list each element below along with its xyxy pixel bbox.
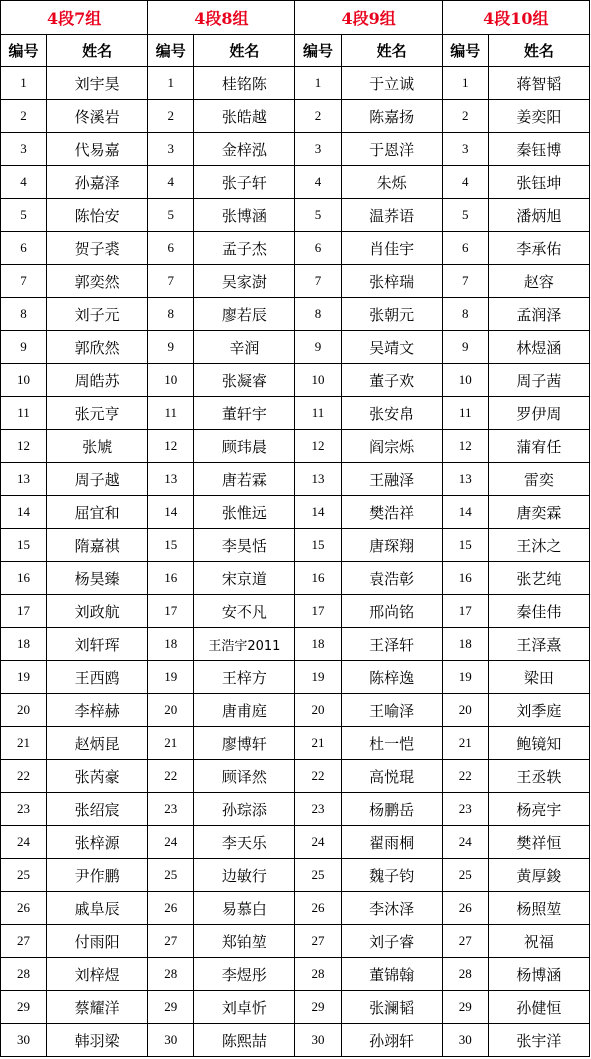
- table-row: [1, 298, 590, 331]
- row-number: 29: [148, 991, 194, 1024]
- table-row: [1, 793, 590, 826]
- student-name: 唐若霖: [194, 463, 295, 496]
- student-name: 杨照堃: [488, 892, 589, 925]
- row-number: 26: [295, 892, 341, 925]
- row-number: 6: [295, 232, 341, 265]
- table-row: [1, 100, 590, 133]
- row-number: 8: [1, 298, 47, 331]
- row-number: 29: [295, 991, 341, 1024]
- row-number: 9: [295, 331, 341, 364]
- row-number: 12: [295, 430, 341, 463]
- student-name: 杨亮宇: [488, 793, 589, 826]
- row-number: 28: [1, 958, 47, 991]
- table-row: [1, 1024, 590, 1057]
- student-name: 王梓方: [194, 661, 295, 694]
- row-number: 22: [1, 760, 47, 793]
- student-name: 蒲宥任: [488, 430, 589, 463]
- student-name: 陈熙喆: [194, 1024, 295, 1057]
- table-row: [1, 496, 590, 529]
- student-name: 顾译然: [194, 760, 295, 793]
- name-header: 姓名: [47, 35, 148, 67]
- row-number: 22: [442, 760, 488, 793]
- student-name: 郭奕然: [47, 265, 148, 298]
- row-number: 25: [442, 859, 488, 892]
- student-name: 尹作鹏: [47, 859, 148, 892]
- student-name: 高悦琨: [341, 760, 442, 793]
- student-name: 刘子元: [47, 298, 148, 331]
- student-name: 张皓越: [194, 100, 295, 133]
- table-row: [1, 760, 590, 793]
- student-name: 李天乐: [194, 826, 295, 859]
- row-number: 3: [442, 133, 488, 166]
- row-number: 25: [148, 859, 194, 892]
- student-name: 刘政航: [47, 595, 148, 628]
- table-row: [1, 232, 590, 265]
- student-name: 孟润泽: [488, 298, 589, 331]
- table-row: [1, 892, 590, 925]
- student-name: 刘梓煜: [47, 958, 148, 991]
- student-name: 赵容: [488, 265, 589, 298]
- student-name: 张绍宸: [47, 793, 148, 826]
- row-number: 8: [442, 298, 488, 331]
- student-name: 张芮豪: [47, 760, 148, 793]
- student-name: 金梓泓: [194, 133, 295, 166]
- row-number: 12: [442, 430, 488, 463]
- table-row: [1, 991, 590, 1024]
- student-name: 阎宗烁: [341, 430, 442, 463]
- row-number: 30: [442, 1024, 488, 1057]
- row-number: 28: [295, 958, 341, 991]
- student-name: 于立诚: [341, 67, 442, 100]
- row-number: 22: [295, 760, 341, 793]
- student-name: 周子越: [47, 463, 148, 496]
- student-name: 黄厚鋑: [488, 859, 589, 892]
- row-number: 13: [442, 463, 488, 496]
- student-name: 蒋智韬: [488, 67, 589, 100]
- row-number: 26: [442, 892, 488, 925]
- student-name: 秦钰博: [488, 133, 589, 166]
- student-name: 周皓苏: [47, 364, 148, 397]
- row-number: 28: [442, 958, 488, 991]
- student-name: 杨昊臻: [47, 562, 148, 595]
- student-name: 宋京道: [194, 562, 295, 595]
- row-number: 19: [442, 661, 488, 694]
- row-number: 22: [148, 760, 194, 793]
- student-name: 唐奕霖: [488, 496, 589, 529]
- student-name: 张钰坤: [488, 166, 589, 199]
- row-number: 12: [1, 430, 47, 463]
- row-number: 30: [295, 1024, 341, 1057]
- row-number: 19: [148, 661, 194, 694]
- row-number: 14: [148, 496, 194, 529]
- row-number: 27: [442, 925, 488, 958]
- row-number: 25: [295, 859, 341, 892]
- student-name: 顾玮晨: [194, 430, 295, 463]
- row-number: 15: [442, 529, 488, 562]
- group-title: 4段7组: [1, 1, 148, 35]
- table-row: [1, 958, 590, 991]
- student-name: 廖博轩: [194, 727, 295, 760]
- row-number: 7: [295, 265, 341, 298]
- row-number: 9: [1, 331, 47, 364]
- student-name: 王泽轩: [341, 628, 442, 661]
- row-number: 29: [1, 991, 47, 1024]
- table-row: [1, 67, 590, 100]
- student-name: 王丞轶: [488, 760, 589, 793]
- row-number: 13: [295, 463, 341, 496]
- row-number: 10: [295, 364, 341, 397]
- student-name: 吴靖文: [341, 331, 442, 364]
- row-number: 2: [295, 100, 341, 133]
- student-name: 王融泽: [341, 463, 442, 496]
- student-name: 张澜韬: [341, 991, 442, 1024]
- student-name: 王西鸥: [47, 661, 148, 694]
- student-name: 代易嘉: [47, 133, 148, 166]
- row-number: 11: [148, 397, 194, 430]
- student-name: 张子轩: [194, 166, 295, 199]
- row-number: 10: [148, 364, 194, 397]
- student-name: 付雨阳: [47, 925, 148, 958]
- student-name: 张艺纯: [488, 562, 589, 595]
- row-number: 14: [442, 496, 488, 529]
- student-name: 张宇洋: [488, 1024, 589, 1057]
- student-name: 张元亨: [47, 397, 148, 430]
- row-number: 20: [442, 694, 488, 727]
- row-number: 28: [148, 958, 194, 991]
- row-number: 7: [442, 265, 488, 298]
- row-number: 7: [148, 265, 194, 298]
- student-name: 郑铂堃: [194, 925, 295, 958]
- row-number: 12: [148, 430, 194, 463]
- row-number: 8: [148, 298, 194, 331]
- table-row: [1, 166, 590, 199]
- student-name: 韩羽梁: [47, 1024, 148, 1057]
- row-number: 27: [1, 925, 47, 958]
- student-name: 王泽熹: [488, 628, 589, 661]
- student-name: 张虓: [47, 430, 148, 463]
- table-row: [1, 463, 590, 496]
- student-name: 陈梓逸: [341, 661, 442, 694]
- student-name: 董轩宇: [194, 397, 295, 430]
- table-row: [1, 595, 590, 628]
- student-name: 隋嘉祺: [47, 529, 148, 562]
- table-row: [1, 562, 590, 595]
- row-number: 11: [295, 397, 341, 430]
- row-number: 24: [295, 826, 341, 859]
- row-number: 10: [1, 364, 47, 397]
- row-number: 18: [1, 628, 47, 661]
- group-title: 4段8组: [148, 1, 295, 35]
- num-header: 编号: [295, 35, 341, 67]
- table-row: [1, 661, 590, 694]
- student-name: 张安帛: [341, 397, 442, 430]
- student-name: 佟溪岩: [47, 100, 148, 133]
- student-name: 张惟远: [194, 496, 295, 529]
- row-number: 17: [295, 595, 341, 628]
- row-number: 6: [442, 232, 488, 265]
- row-number: 27: [295, 925, 341, 958]
- table-row: [1, 397, 590, 430]
- student-name: 袁浩彰: [341, 562, 442, 595]
- table-row: [1, 529, 590, 562]
- student-name: 屈宜和: [47, 496, 148, 529]
- student-name: 王喻泽: [341, 694, 442, 727]
- student-name: 唐琛翔: [341, 529, 442, 562]
- row-number: 16: [148, 562, 194, 595]
- student-name: 刘子睿: [341, 925, 442, 958]
- student-name: 董锦翰: [341, 958, 442, 991]
- student-name: 姜奕阳: [488, 100, 589, 133]
- row-number: 5: [295, 199, 341, 232]
- row-number: 1: [442, 67, 488, 100]
- row-number: 6: [148, 232, 194, 265]
- student-name: 廖若辰: [194, 298, 295, 331]
- student-name: 李承佑: [488, 232, 589, 265]
- row-number: 26: [148, 892, 194, 925]
- student-name: 李煜彤: [194, 958, 295, 991]
- student-name: 张梓源: [47, 826, 148, 859]
- group-title: 4段10组: [442, 1, 589, 35]
- row-number: 24: [442, 826, 488, 859]
- row-number: 15: [1, 529, 47, 562]
- student-name: 刘季庭: [488, 694, 589, 727]
- student-name: 樊祥恒: [488, 826, 589, 859]
- row-number: 23: [148, 793, 194, 826]
- student-name: 温荞语: [341, 199, 442, 232]
- student-name: 翟雨桐: [341, 826, 442, 859]
- row-number: 18: [148, 628, 194, 661]
- name-header: 姓名: [488, 35, 589, 67]
- table-row: [1, 199, 590, 232]
- student-name: 孟子杰: [194, 232, 295, 265]
- row-number: 24: [1, 826, 47, 859]
- row-number: 6: [1, 232, 47, 265]
- student-name: 秦佳伟: [488, 595, 589, 628]
- num-header: 编号: [1, 35, 47, 67]
- row-number: 9: [442, 331, 488, 364]
- row-number: 20: [1, 694, 47, 727]
- student-name: 张朝元: [341, 298, 442, 331]
- student-name: 罗伊周: [488, 397, 589, 430]
- row-number: 11: [1, 397, 47, 430]
- student-name: 辛润: [194, 331, 295, 364]
- student-name: 易慕白: [194, 892, 295, 925]
- student-name: 孙琮添: [194, 793, 295, 826]
- row-number: 7: [1, 265, 47, 298]
- row-number: 17: [442, 595, 488, 628]
- student-name: 戚阜辰: [47, 892, 148, 925]
- row-number: 4: [442, 166, 488, 199]
- column-header-row: [1, 35, 590, 67]
- row-number: 4: [295, 166, 341, 199]
- row-number: 1: [1, 67, 47, 100]
- row-number: 27: [148, 925, 194, 958]
- student-name: 赵炳昆: [47, 727, 148, 760]
- student-name: 邢尚铭: [341, 595, 442, 628]
- row-number: 16: [1, 562, 47, 595]
- table-row: [1, 265, 590, 298]
- row-number: 24: [148, 826, 194, 859]
- student-name: 蔡耀洋: [47, 991, 148, 1024]
- row-number: 2: [1, 100, 47, 133]
- student-name: 李沐泽: [341, 892, 442, 925]
- student-name: 雷奕: [488, 463, 589, 496]
- table-row: [1, 727, 590, 760]
- row-number: 10: [442, 364, 488, 397]
- student-name: 陈怡安: [47, 199, 148, 232]
- row-number: 26: [1, 892, 47, 925]
- table-row: [1, 628, 590, 661]
- row-number: 5: [1, 199, 47, 232]
- name-header: 姓名: [194, 35, 295, 67]
- student-name: 张梓瑞: [341, 265, 442, 298]
- student-name: 孙翊轩: [341, 1024, 442, 1057]
- row-number: 13: [148, 463, 194, 496]
- row-number: 20: [148, 694, 194, 727]
- student-name: 樊浩祥: [341, 496, 442, 529]
- student-name: 张凝睿: [194, 364, 295, 397]
- row-number: 21: [295, 727, 341, 760]
- row-number: 30: [1, 1024, 47, 1057]
- student-name: 刘宇昊: [47, 67, 148, 100]
- student-name: 张博涵: [194, 199, 295, 232]
- table-row: [1, 331, 590, 364]
- row-number: 30: [148, 1024, 194, 1057]
- student-name: 祝福: [488, 925, 589, 958]
- row-number: 4: [148, 166, 194, 199]
- row-number: 21: [148, 727, 194, 760]
- student-name: 魏子钧: [341, 859, 442, 892]
- student-name: 杨博涵: [488, 958, 589, 991]
- student-name: 王浩宇2011: [194, 628, 295, 661]
- table-row: [1, 925, 590, 958]
- row-number: 2: [442, 100, 488, 133]
- group-title-row: [1, 1, 590, 35]
- roster-body: [1, 67, 590, 1057]
- student-name: 潘炳旭: [488, 199, 589, 232]
- row-number: 5: [148, 199, 194, 232]
- group-title: 4段9组: [295, 1, 442, 35]
- row-number: 23: [442, 793, 488, 826]
- student-name: 桂铭陈: [194, 67, 295, 100]
- table-row: [1, 859, 590, 892]
- row-number: 16: [295, 562, 341, 595]
- student-name: 唐甫庭: [194, 694, 295, 727]
- row-number: 1: [295, 67, 341, 100]
- row-number: 18: [442, 628, 488, 661]
- table-row: [1, 364, 590, 397]
- row-number: 20: [295, 694, 341, 727]
- student-name: 吴家澍: [194, 265, 295, 298]
- row-number: 21: [442, 727, 488, 760]
- table-row: [1, 826, 590, 859]
- student-name: 杨鹏岳: [341, 793, 442, 826]
- student-name: 刘轩珲: [47, 628, 148, 661]
- student-name: 董子欢: [341, 364, 442, 397]
- row-number: 19: [295, 661, 341, 694]
- student-name: 李梓赫: [47, 694, 148, 727]
- student-name: 孙健恒: [488, 991, 589, 1024]
- student-name: 王沐之: [488, 529, 589, 562]
- row-number: 3: [148, 133, 194, 166]
- num-header: 编号: [442, 35, 488, 67]
- row-number: 5: [442, 199, 488, 232]
- row-number: 3: [295, 133, 341, 166]
- row-number: 25: [1, 859, 47, 892]
- row-number: 19: [1, 661, 47, 694]
- table-row: [1, 694, 590, 727]
- row-number: 23: [295, 793, 341, 826]
- row-number: 23: [1, 793, 47, 826]
- student-name: 周子茜: [488, 364, 589, 397]
- student-name: 于恩洋: [341, 133, 442, 166]
- student-name: 鲍镜知: [488, 727, 589, 760]
- row-number: 9: [148, 331, 194, 364]
- row-number: 8: [295, 298, 341, 331]
- row-number: 29: [442, 991, 488, 1024]
- row-number: 18: [295, 628, 341, 661]
- row-number: 11: [442, 397, 488, 430]
- student-name: 边敏行: [194, 859, 295, 892]
- num-header: 编号: [148, 35, 194, 67]
- student-name: 梁田: [488, 661, 589, 694]
- student-name: 李昊恬: [194, 529, 295, 562]
- row-number: 16: [442, 562, 488, 595]
- student-name: 杜一恺: [341, 727, 442, 760]
- student-name: 林煜涵: [488, 331, 589, 364]
- student-name: 肖佳宇: [341, 232, 442, 265]
- row-number: 21: [1, 727, 47, 760]
- row-number: 17: [148, 595, 194, 628]
- table-row: [1, 133, 590, 166]
- row-number: 14: [295, 496, 341, 529]
- row-number: 2: [148, 100, 194, 133]
- name-header: 姓名: [341, 35, 442, 67]
- student-name: 孙嘉泽: [47, 166, 148, 199]
- row-number: 15: [148, 529, 194, 562]
- student-name: 郭欣然: [47, 331, 148, 364]
- row-number: 4: [1, 166, 47, 199]
- student-name: 朱烁: [341, 166, 442, 199]
- row-number: 3: [1, 133, 47, 166]
- student-name: 陈嘉扬: [341, 100, 442, 133]
- student-name: 安不凡: [194, 595, 295, 628]
- row-number: 1: [148, 67, 194, 100]
- row-number: 13: [1, 463, 47, 496]
- row-number: 17: [1, 595, 47, 628]
- student-name: 刘卓忻: [194, 991, 295, 1024]
- student-name: 贺子裘: [47, 232, 148, 265]
- table-row: [1, 430, 590, 463]
- row-number: 15: [295, 529, 341, 562]
- row-number: 14: [1, 496, 47, 529]
